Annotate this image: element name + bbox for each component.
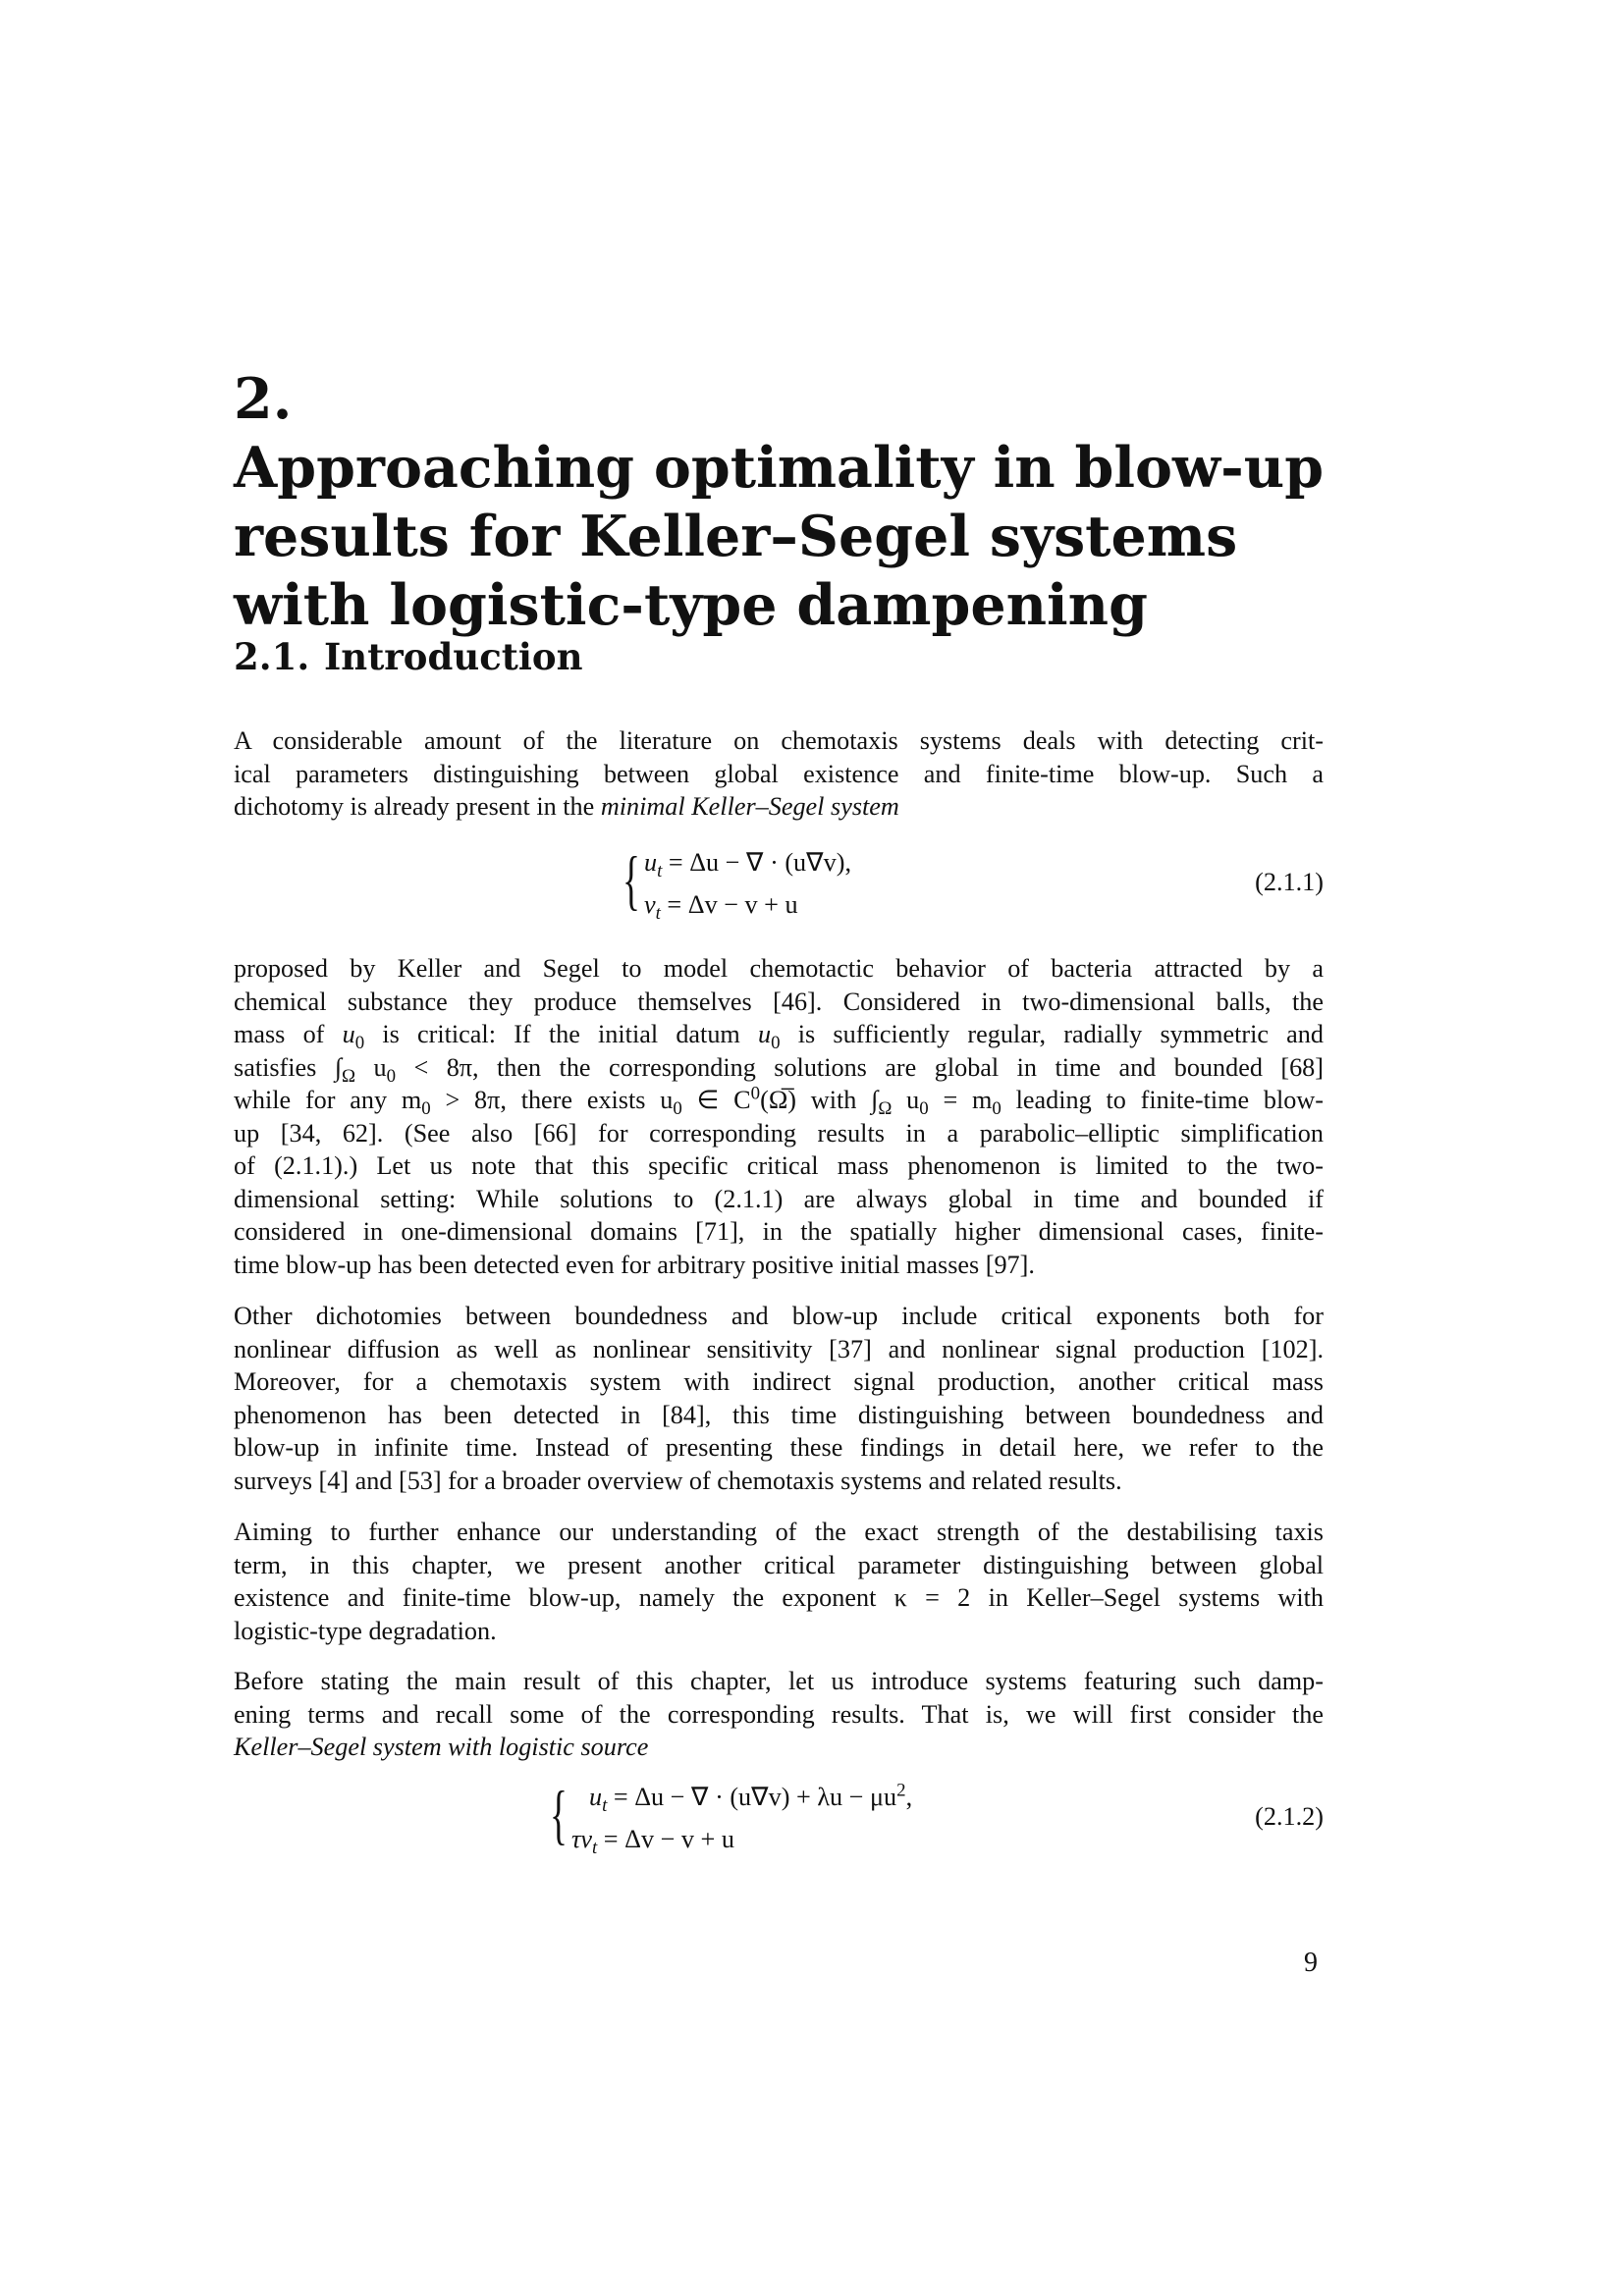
text-line: Before stating the main result of this chapter, let us introduce systems featuring such damp- [234, 1667, 1324, 1695]
paragraph-2 [234, 952, 1324, 1281]
emphasis-text: Keller–Segel system with logistic source [234, 1733, 649, 1761]
chapter-title-line: with logistic-type dampening [234, 572, 1148, 638]
math-sub: 0 [771, 1033, 781, 1054]
text-span: = m [928, 1086, 993, 1114]
math-sub: 0 [919, 1098, 929, 1120]
math-var: u [342, 1020, 355, 1048]
text-line: A considerable amount of the literature on chemotaxis systems deals with detecting crit- [234, 726, 1324, 755]
paragraph-1 [234, 724, 1324, 824]
math-sub: t [602, 1795, 608, 1817]
chapter-title-line: results for Keller–Segel systems [234, 504, 1238, 569]
equation-2-1-1 [234, 842, 1324, 925]
text-line: proposed by Keller and Segel to model chemotactic behavior of bacteria attracted by a [234, 954, 1324, 983]
text-line: ical parameters distinguishing between global existence and finite-time blow-up. Such a [234, 759, 1324, 788]
chapter-title-line: Approaching optimality in blow-up [234, 435, 1325, 501]
equation-row [644, 888, 798, 925]
chapter-title [234, 365, 1373, 640]
math-sub: 0 [421, 1098, 431, 1120]
text-line: logistic-type degradation. [234, 1616, 497, 1645]
text-line: time blow-up has been detected even for arbitrary positive initial masses [97]. [234, 1250, 1035, 1279]
text-line: up [34, 62]. (See also [66] for corresponding results in a parabolic–elliptic simplification [234, 1118, 1324, 1148]
text-span: u [355, 1052, 387, 1082]
text-line: existence and finite-time blow-up, namely the exponent κ = 2 in Keller–Segel systems with [234, 1583, 1324, 1612]
left-brace: { [623, 842, 640, 917]
math-expr: , [905, 1783, 913, 1811]
equation-2-1-2 [234, 1777, 1324, 1859]
math-expr: = Δv − v + u [660, 890, 798, 919]
math-sub: 0 [673, 1098, 682, 1120]
math-sub: t [655, 903, 661, 925]
math-sup: 2 [896, 1780, 906, 1801]
text-line [234, 1083, 1325, 1120]
math-sub: 0 [992, 1098, 1001, 1120]
math-sub: Ω [878, 1098, 893, 1120]
text-line: chemical substance they produce themselves [46]. Considered in two-dimensional balls, the [234, 987, 1324, 1016]
equation-row [644, 846, 852, 882]
text-line: Moreover, for a chemotaxis system with indirect signal production, another critical mass [234, 1367, 1324, 1396]
math-var: v [644, 890, 656, 919]
text-line: blow-up in infinite time. Instead of presenting these findings in detail here, we refer to the [234, 1433, 1324, 1462]
text-line: dimensional setting: While solutions to (2.1.1) are always global in time and bounded if [234, 1184, 1324, 1213]
text-span: satisfies ∫ [234, 1052, 342, 1082]
text-span: > 8π, there exists u [430, 1086, 674, 1114]
text-span: u [892, 1086, 920, 1114]
text-line: Other dichotomies between boundedness and blow-up include critical exponents both for [234, 1302, 1324, 1330]
section-heading [234, 634, 583, 679]
math-sup: 0 [750, 1083, 761, 1104]
text-span: is critical: If the initial datum [364, 1020, 758, 1048]
text-line [234, 1731, 1324, 1764]
math-expr: = Δu − ∇ · (u∇v) + λu − μu [607, 1783, 897, 1811]
equation-row [571, 1823, 734, 1859]
section-number: 2.1. [234, 635, 310, 678]
text-span: mass of [234, 1020, 343, 1048]
paragraph-4 [234, 1516, 1324, 1647]
section-title: Introduction [324, 635, 583, 678]
text-span: leading to finite-time blow- [1001, 1086, 1325, 1114]
equation-number: (2.1.1) [1255, 868, 1324, 896]
equation-number: (2.1.2) [1255, 1802, 1324, 1831]
math-var: u [644, 848, 658, 877]
math-expr: = Δu − ∇ · (u∇v), [662, 848, 852, 877]
text-span: ∈ C [681, 1086, 751, 1114]
page-number: 9 [1304, 1948, 1318, 1978]
text-line: of (2.1.1).) Let us note that this specific critical mass phenomenon is limited to the two- [234, 1151, 1324, 1180]
text-line: considered in one-dimensional domains [71], in the spatially higher dimensional cases, finite- [234, 1217, 1324, 1246]
text-span: (Ω̅) with ∫ [760, 1086, 879, 1114]
text-span: is sufficiently regular, radially symmetric and [780, 1020, 1324, 1048]
math-expr: = Δv − v + u [597, 1825, 734, 1853]
math-sub: t [592, 1838, 598, 1859]
paragraph-3 [234, 1300, 1324, 1497]
math-var: u [758, 1020, 772, 1048]
text-line [234, 1018, 1324, 1054]
math-sub: 0 [386, 1065, 397, 1087]
text-span: while for any m [234, 1086, 422, 1114]
text-span: < 8π, then the corresponding solutions are global in time and bounded [68] [396, 1052, 1325, 1082]
paragraph-5 [234, 1665, 1324, 1764]
equation-row [571, 1780, 913, 1817]
text-line [234, 790, 1324, 824]
math-sub: t [657, 861, 663, 882]
chapter-number: 2. [234, 366, 293, 432]
math-sub: 0 [354, 1033, 365, 1054]
math-var: u [589, 1783, 603, 1811]
emphasis-text: minimal Keller–Segel system [600, 792, 899, 821]
text-line: nonlinear diffusion as well as nonlinear sensitivity [37] and nonlinear signal production [102]. [234, 1334, 1324, 1363]
math-var: τv [571, 1825, 592, 1853]
text-line: phenomenon has been detected in [84], this time distinguishing between boundedness and [234, 1400, 1324, 1429]
text-span: dichotomy is already present in the [234, 792, 601, 821]
math-sub: Ω [342, 1065, 356, 1087]
text-line: term, in this chapter, we present another critical parameter distinguishing between global [234, 1550, 1324, 1579]
left-brace: { [550, 1777, 568, 1851]
text-line: Aiming to further enhance our understanding of the exact strength of the destabilising taxis [234, 1518, 1324, 1546]
text-line: ening terms and recall some of the corresponding results. That is, we will first consider the [234, 1699, 1324, 1729]
text-line: surveys [4] and [53] for a broader overview of chemotaxis systems and related results. [234, 1466, 1122, 1495]
text-line [234, 1051, 1324, 1085]
